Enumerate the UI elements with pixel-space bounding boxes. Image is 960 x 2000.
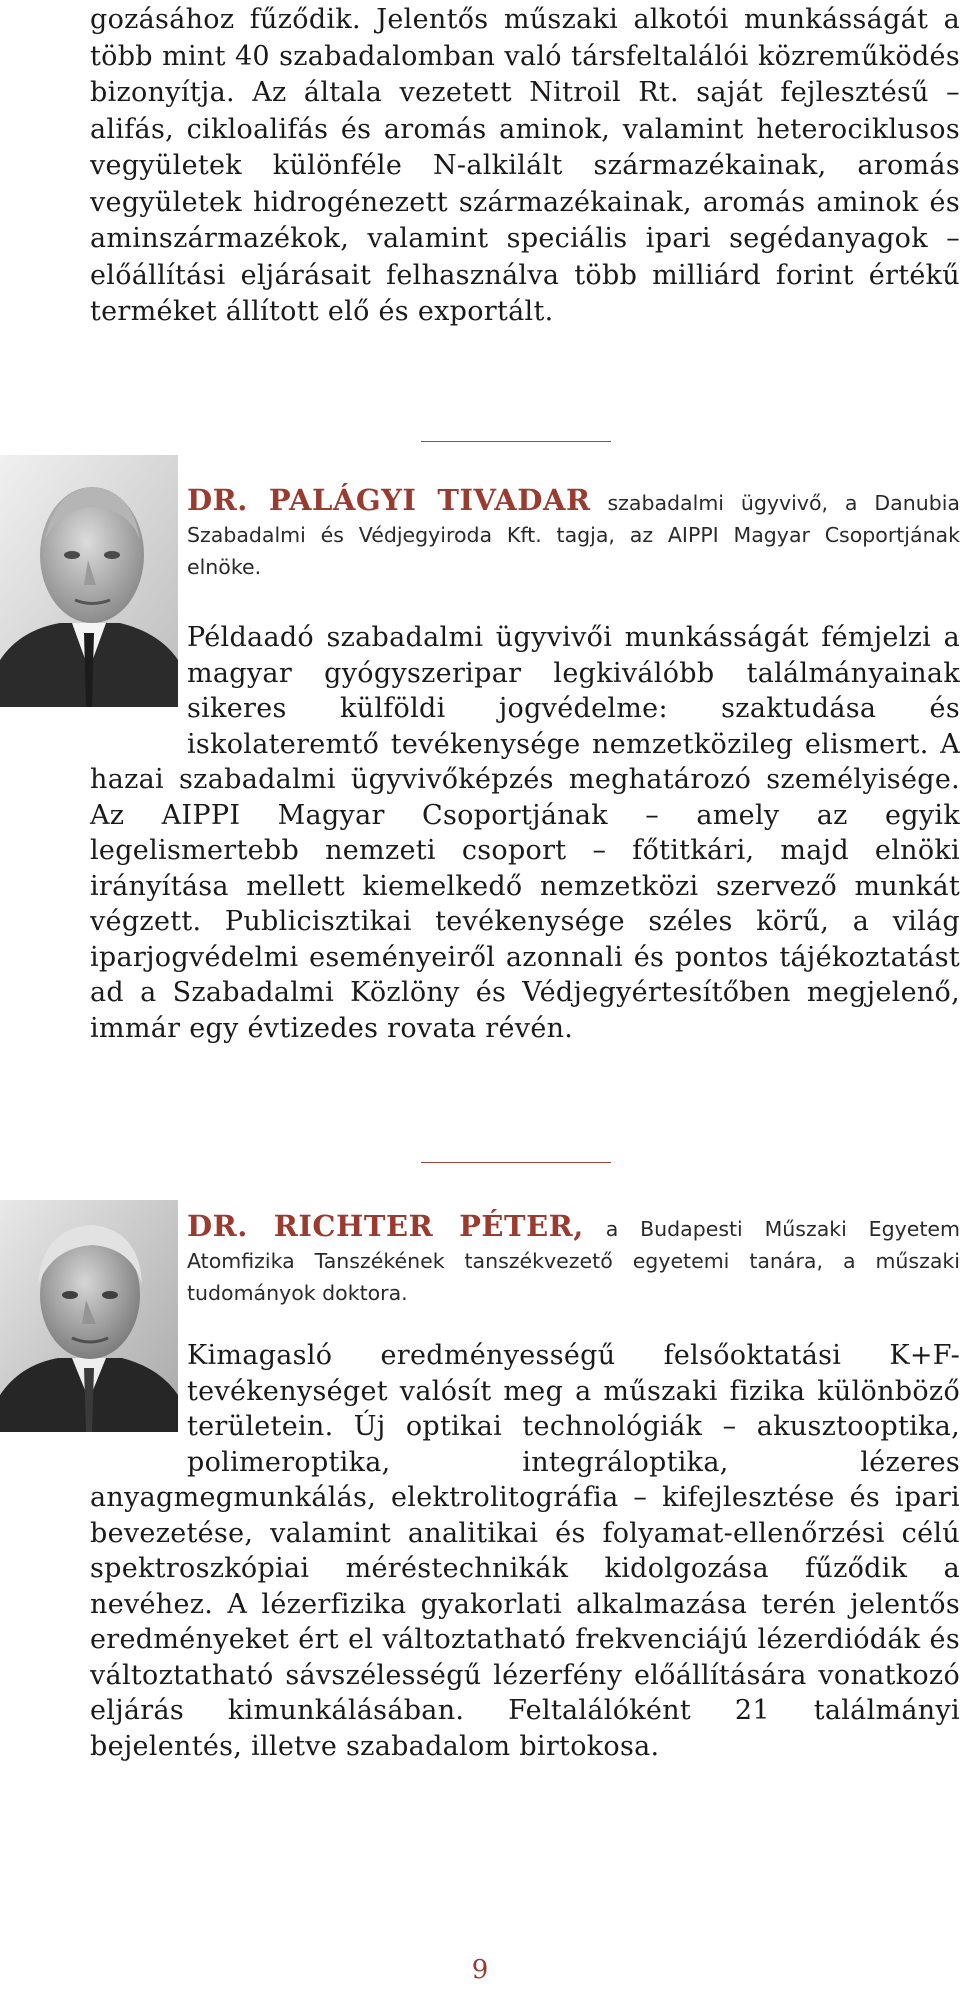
profile-name: DR. RICHTER PÉTER, (187, 1209, 584, 1243)
profile-body-richter-wrapper (90, 1338, 960, 1764)
profile-title: szabadalmi ügyvivő, a Danubia Szabadalmi és Védjegyiroda Kft. tagja, az AIPPI Magyar Csoportjának elnöke. (187, 491, 960, 579)
page-number: 9 (471, 1955, 489, 1985)
profile-title: a Budapesti Műszaki Egyetem Atomfizika Tanszékének tanszékvezető egyetemi tanára, a műszaki tudományok doktora. (187, 1217, 960, 1305)
profile-body: Példaadó szabadalmi ügyvivői munkásságát fémjelzi a magyar gyógyszeripar legkiválóbb találmányainak sikeres külföldi jogvédelme: szaktudása és iskolateremtő tevékenysége nemzetközileg elismert. A hazai szabadalmi ügyvivőképzés meghatározó személyisége. Az AIPPI Magyar Csoportjának – amely az egyik legelismertebb nemzeti csoport – főtitkári, majd elnöki irányítása mellett kiemelkedő nemzetközi szervező munkát végzett. Publicisztikai tevékenysége széles körű, a világ iparjogvédelmi eseményeiről azonnali és pontos tájékoztatást ad a Szabadalmi Közlöny és Védjegyértesítőben megjelenő, immár egy évtizedes rovata révén. (90, 622, 960, 1044)
profile-body-palagyi-wrapper (90, 620, 960, 1046)
profile-header-richter (187, 1210, 960, 1309)
section-divider (421, 1162, 611, 1163)
intro-paragraph: gozásához fűződik. Jelentős műszaki alkotói munkásságát a több mint 40 szabadalomban való társfeltalálói közreműködés bizonyítja. Az általa vezetett Nitroil Rt. saját fejlesztésű – alifás, cikloalifás és aromás aminok, valamint heterociklusos vegyületek különféle N-alkilált származékainak, aromás vegyületek hidrogénezett származékainak, aromás aminok és aminszármazékok, valamint speciális ipari segédanyagok – előállítási eljárásait felhasználva több milliárd forint értékű terméket állított elő és exportált. (90, 4, 960, 327)
profile-body: Kimagasló eredményességű felsőoktatási K+F-tevékenységet valósít meg a műszaki fizika különböző területein. Új optikai technológiák – akusztooptika, polimeroptika, integráloptika, lézeres anyagmegmunkálás, elektrolitográfia – kifejlesztése és ipari bevezetése, valamint analitikai és folyamat-ellenőrzési célú spektroszkópiai méréstechnikák kidolgozása fűződik a nevéhez. A lézerfizika gyakorlati alkalmazása terén jelentős eredményeket ért el változtatható frekvenciájú lézerdiódák és változtatható sávszélességű lézerfény előállítására vonatkozó eljárás kimunkálásában. Feltalálóként 21 találmányi bejelentés, illetve szabadalom birtokosa. (90, 1340, 960, 1762)
profile-name: DR. PALÁGYI TIVADAR (187, 483, 591, 517)
profile-header-palagyi (187, 484, 960, 583)
section-divider (421, 441, 611, 442)
